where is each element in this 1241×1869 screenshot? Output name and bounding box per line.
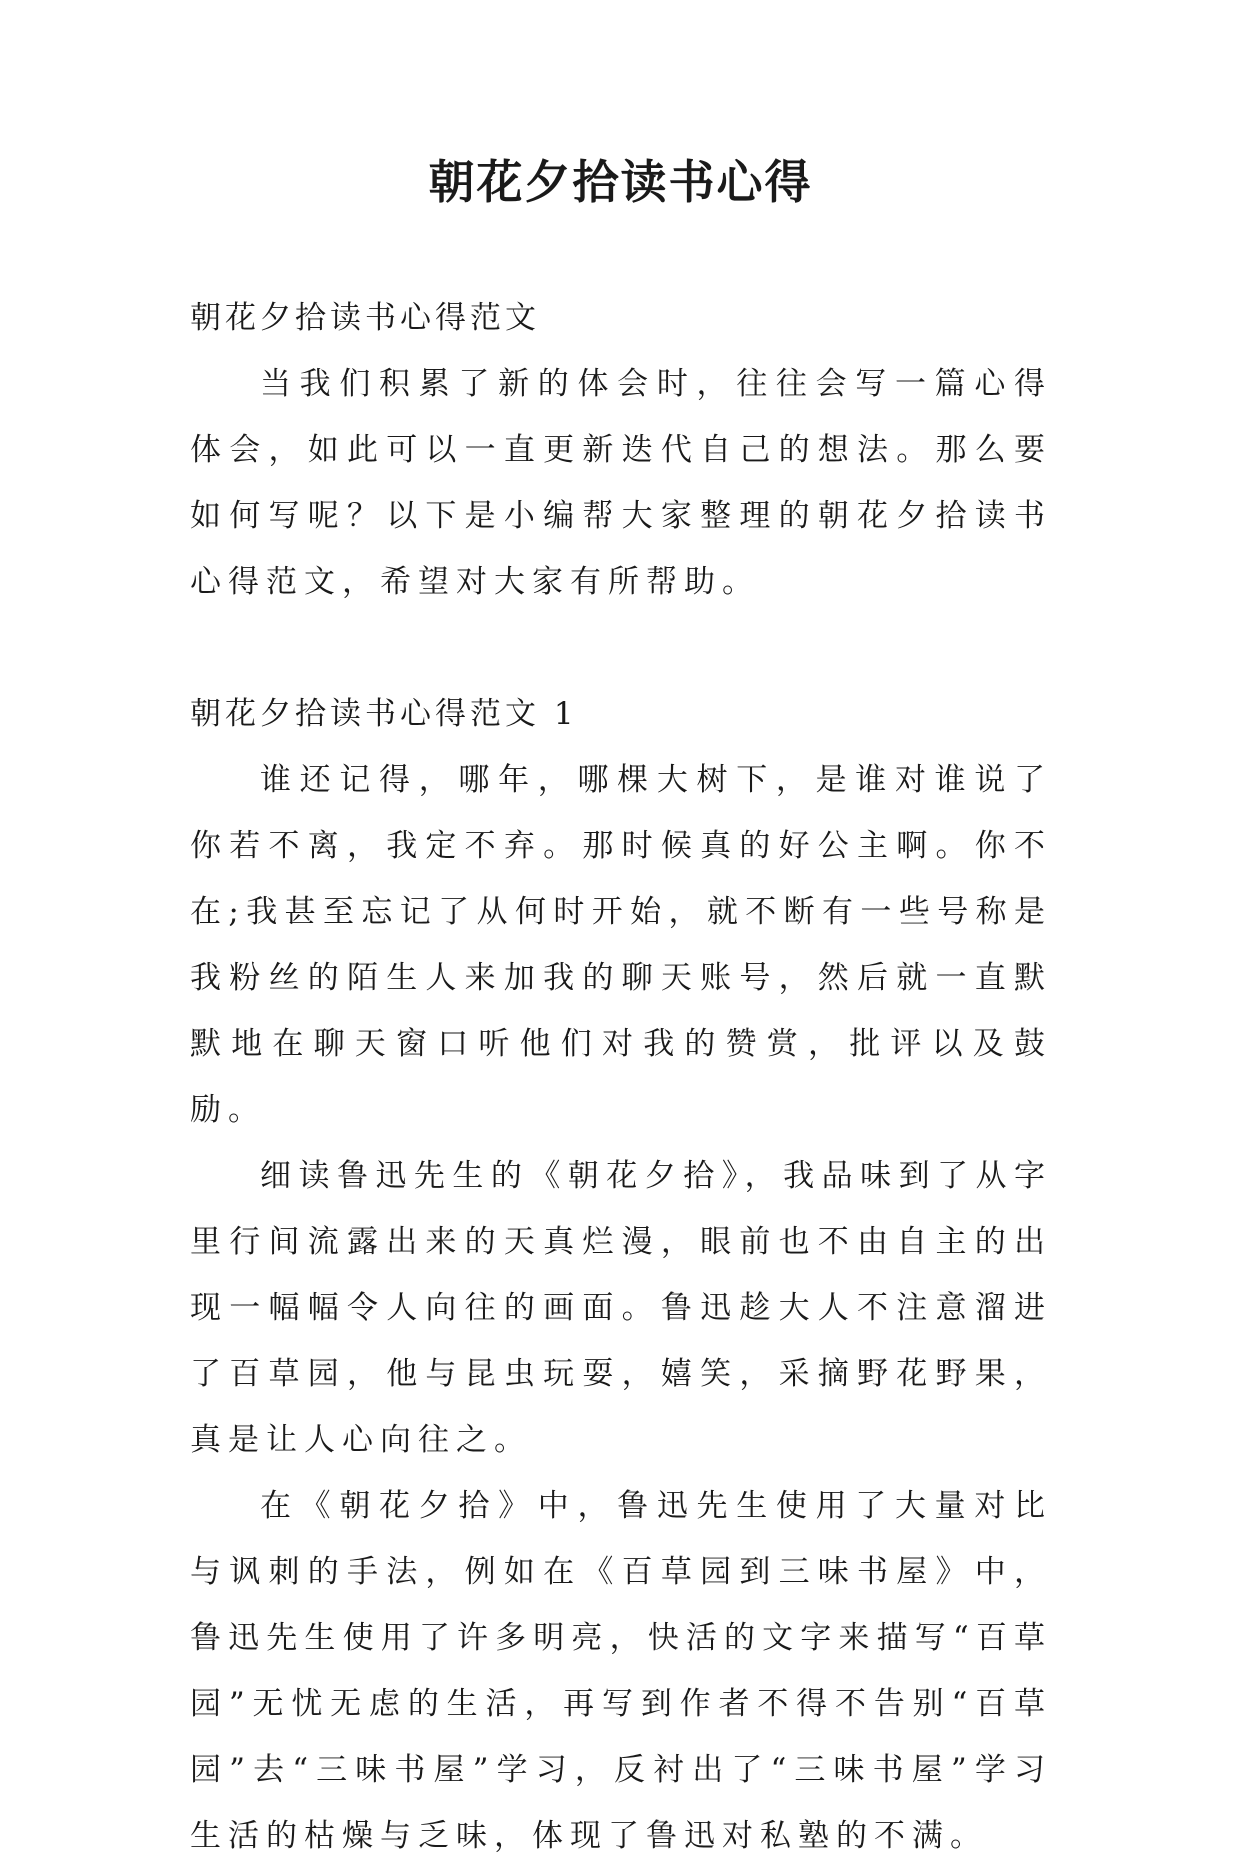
document-title: 朝花夕拾读书心得 — [428, 155, 813, 209]
section-spacer — [190, 615, 1052, 681]
document-body — [190, 285, 1052, 1869]
section-heading: 朝花夕拾读书心得范文 1 — [190, 696, 578, 732]
intro-heading: 朝花夕拾读书心得范文 — [190, 300, 540, 336]
intro-paragraph: 当我们积累了新的体会时，往往会写一篇心得体会，如此可以一直更新迭代自己的想法。那么要如何写呢？以下是小编帮大家整理的朝花夕拾读书心得范文，希望对大家有所帮助。 — [190, 366, 1052, 600]
body-paragraph: 在《朝花夕拾》中，鲁迅先生使用了大量对比与讽刺的手法，例如在《百草园到三味书屋》中，鲁迅先生使用了许多明亮，快活的文字来描写“百草园”无忧无虑的生活，再写到作者不得不告别“百草园”去“三味书屋”学习，反衬出了“三味书屋”学习生活的枯燥与乏味，体现了鲁迅对私塾的不满。 — [190, 1488, 1052, 1854]
body-paragraph: 谁还记得，哪年，哪棵大树下，是谁对谁说了你若不离，我定不弃。那时候真的好公主啊。你不在;我甚至忘记了从何时开始，就不断有一些号称是我粉丝的陌生人来加我的聊天账号，然后就一直默默地在聊天窗口听他们对我的赞赏，批评以及鼓励。 — [190, 762, 1052, 1128]
body-paragraph: 细读鲁迅先生的《朝花夕拾》，我品味到了从字里行间流露出来的天真烂漫，眼前也不由自主的出现一幅幅令人向往的画面。鲁迅趁大人不注意溜进了百草园，他与昆虫玩耍，嬉笑，采摘野花野果，真是让人心向往之。 — [190, 1158, 1052, 1458]
